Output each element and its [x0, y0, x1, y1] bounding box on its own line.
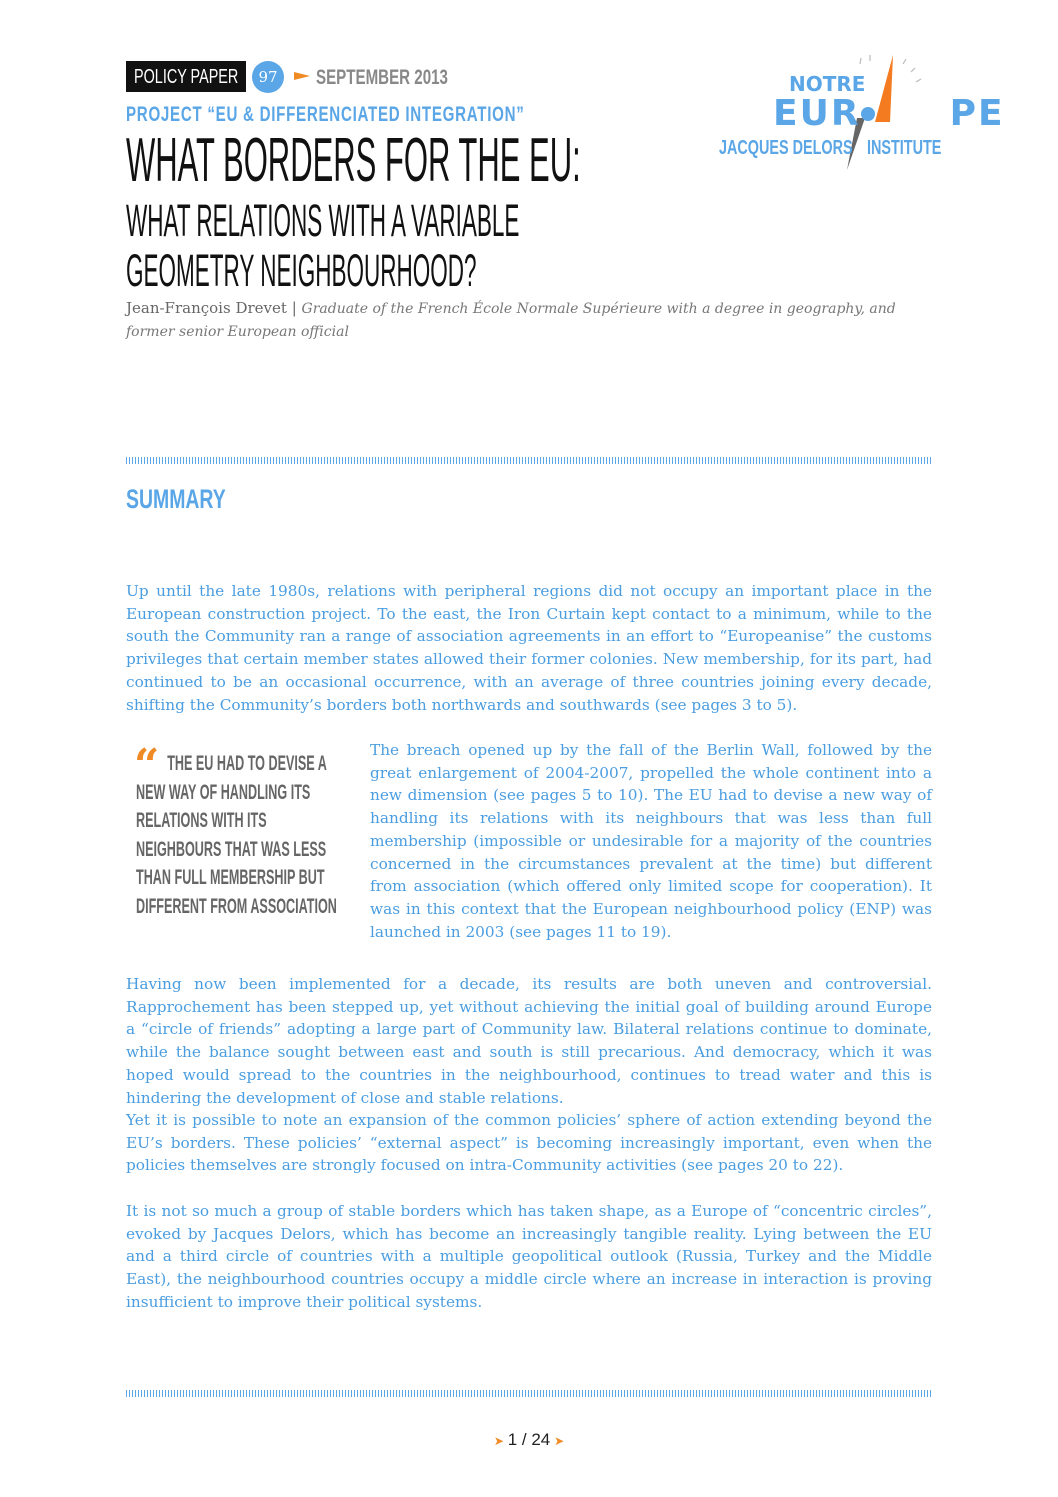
summary-heading: SUMMARY [126, 484, 226, 514]
author-block [126, 297, 932, 343]
series-label: POLICY PAPER [134, 66, 239, 88]
page-number-text: 1 / 24 [507, 1430, 551, 1449]
logo-notre: NOTRE [789, 72, 866, 96]
divider [126, 457, 932, 464]
summary-paragraph: Having now been implemented for a decade, its results are both uneven and controversial. Rapprochement has been stepped up, yet without achieving the initial goal of building around Europe a “circle of friends” adopting a large part of Community law. Bilateral relations continue to dominate, while the balance sought between east and south is still precarious. And democracy, which it was hoped would spread to the countries in the neighbourhood, continues to tread water and this is hindering the development of close and stable relations. [126, 975, 932, 1107]
summary-paragraph: Yet it is possible to note an expansion of the common policies’ sphere of action extending beyond the EU’s borders. These policies’ “external aspect” is becoming increasingly important, even when the policies themselves are strongly focused on intra-Community activities (see pages 20 to 22). [126, 1111, 932, 1175]
summary-paragraph: It is not so much a group of stable borders which has taken shape, as a Europe of “concentric circles”, evoked by Jacques Delors, which has become an increasingly tangible reality. Lying between the EU and a third circle of countries with a multiple geopolitical outlook (Russia, Turkey and the Middle East), the neighbourhood countries occupy a middle circle where an increase in interaction is proving insufficient to improve their political systems. [126, 1202, 932, 1311]
logo-europe: EUR PE [773, 93, 1005, 134]
divider [126, 1390, 932, 1397]
summary-paragraph: The breach opened up by the fall of the Berlin Wall, followed by the great enlargement of 2004-2007, propelled the whole continent into a new dimension (see pages 5 to 10). The EU had to devise a new way of handling its relations with its neighbours that was less than full membership (impossible or undesirable for a majority of the countries concerned in the circumstances prevalent at the time) but different from association (which offered only limited scope for cooperation). It was in this context that the European neighbourhood policy (ENP) was launched in 2003 (see pages 11 to 19). [370, 741, 932, 941]
issue-number: 97 [252, 61, 284, 93]
pull-quote [136, 750, 351, 921]
project-label: PROJECT “EU & DIFFERENCIATED INTEGRATION” [126, 103, 525, 126]
pull-quote-text: THE EU HAD TO DEVISE A NEW WAY OF HANDLING ITS RELATIONS WITH ITS NEIGHBOURS THAT WAS LESS THAN FULL MEMBERSHIP BUT DIFFERENT FROM ASSOCIATION [136, 752, 337, 918]
author-separator: | [291, 299, 297, 317]
date: SEPTEMBER 2013 [316, 66, 448, 89]
quote-mark-icon: “ [134, 740, 160, 791]
page-number: ➤ 1 / 24 ➤ [493, 1430, 565, 1449]
policy-paper-badge [126, 61, 246, 92]
logo-jacques-delors: JACQUES DELORS [719, 137, 853, 159]
page-title: WHAT BORDERS FOR THE EU: [126, 126, 581, 195]
author-bio: Graduate of the French École Normale Supérieure with a degree in geography, and former senior European official [126, 301, 896, 340]
subtitle-line-2: GEOMETRY NEIGHBOURHOOD? [126, 245, 477, 296]
subtitle-line-1: WHAT RELATIONS WITH A VARIABLE [126, 195, 520, 246]
arrow-icon [294, 72, 310, 80]
author-name: Jean-François Drevet [126, 299, 287, 317]
summary-paragraph: Up until the late 1980s, relations with peripheral regions did not occupy an important place in the European construction project. To the east, the Iron Curtain kept contact to a minimum, while to the south the Community ran a range of association agreements in an effort to “Europeanise” the customs privileges that certain member states allowed their former colonies. New membership, for its part, had continued to be an occasional occurrence, with an average of three countries joining every decade, shifting the Community’s borders both northwards and southwards (see pages 3 to 5). [126, 582, 932, 714]
logo-institute: INSTITUTE [867, 137, 942, 159]
